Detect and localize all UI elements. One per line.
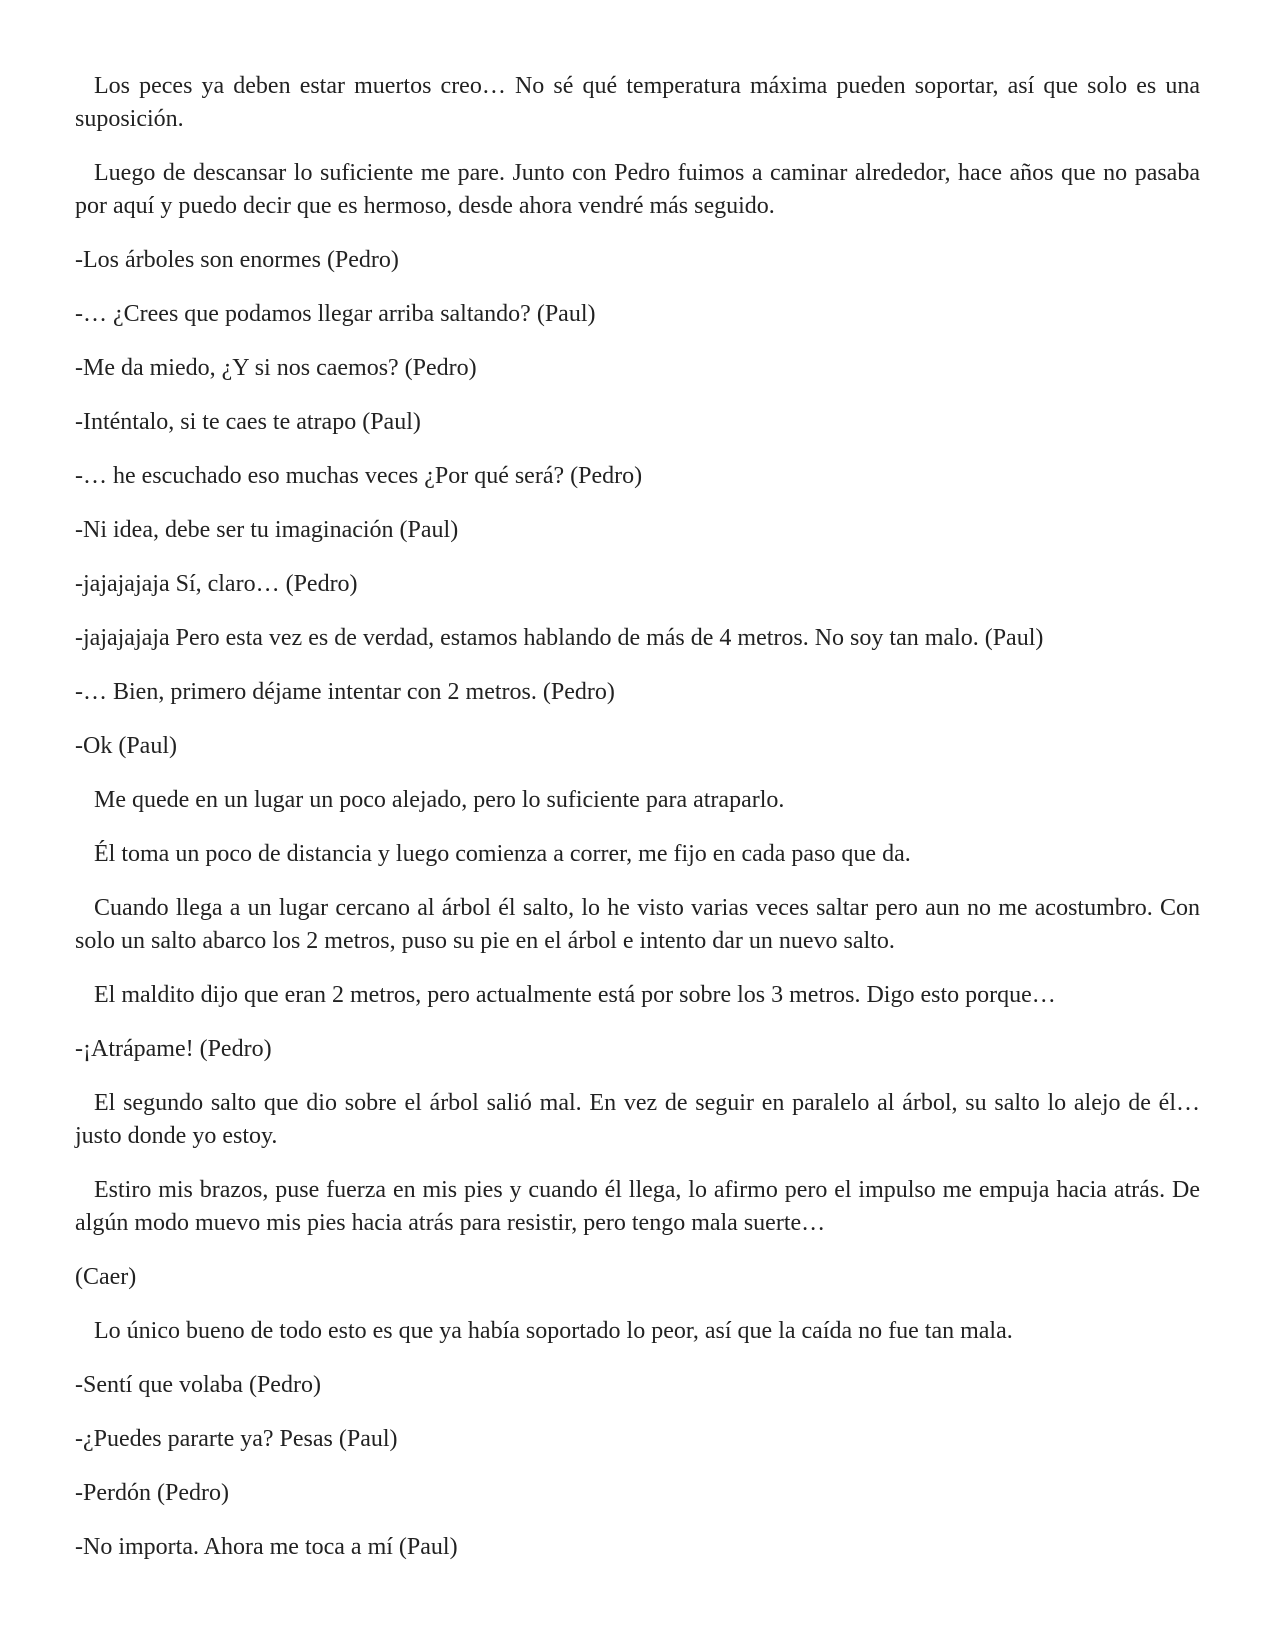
narration-paragraph: Luego de descansar lo suficiente me pare. Junto con Pedro fuimos a caminar alrededor, hace años que no pasaba por aquí y puedo decir que es hermoso, desde ahora vendré más seguido. <box>75 160 1200 219</box>
dialogue-line: -Perdón (Pedro) <box>75 1480 229 1506</box>
narration-paragraph: Me quede en un lugar un poco alejado, pero lo suficiente para atraparlo. <box>94 787 785 813</box>
dialogue-line: -¿Puedes pararte ya? Pesas (Paul) <box>75 1426 398 1452</box>
dialogue-line: -No importa. Ahora me toca a mí (Paul) <box>75 1534 458 1560</box>
narration-paragraph: El segundo salto que dio sobre el árbol salió mal. En vez de seguir en paralelo al árbol, su salto lo alejo de él… justo donde yo estoy. <box>75 1090 1200 1149</box>
narration-paragraph: Cuando llega a un lugar cercano al árbol él salto, lo he visto varias veces saltar pero aun no me acostumbro. Con solo un salto abarco los 2 metros, puso su pie en el árbol e intento dar un nuevo salto. <box>75 895 1200 954</box>
dialogue-line: -jajajajaja Sí, claro… (Pedro) <box>75 571 358 597</box>
dialogue-line: -Ok (Paul) <box>75 733 177 759</box>
dialogue-line: -Ni idea, debe ser tu imaginación (Paul) <box>75 517 459 543</box>
dialogue-line: -jajajajaja Pero esta vez es de verdad, estamos hablando de más de 4 metros. No soy tan malo. (Paul) <box>75 625 1044 651</box>
narration-paragraph: Los peces ya deben estar muertos creo… No sé qué temperatura máxima pueden soportar, así que solo es una suposición. <box>75 73 1200 132</box>
narration-paragraph: Estiro mis brazos, puse fuerza en mis pies y cuando él llega, lo afirmo pero el impulso me empuja hacia atrás. De algún modo muevo mis pies hacia atrás para resistir, pero tengo mala suerte… <box>75 1177 1200 1236</box>
dialogue-line: -Me da miedo, ¿Y si nos caemos? (Pedro) <box>75 355 477 381</box>
dialogue-line: -Los árboles son enormes (Pedro) <box>75 247 399 273</box>
dialogue-line: -¡Atrápame! (Pedro) <box>75 1036 272 1062</box>
narration-paragraph: Lo único bueno de todo esto es que ya había soportado lo peor, así que la caída no fue tan mala. <box>94 1318 1013 1344</box>
narration-paragraph: El maldito dijo que eran 2 metros, pero actualmente está por sobre los 3 metros. Digo esto porque… <box>94 982 1056 1008</box>
dialogue-line: -Sentí que volaba (Pedro) <box>75 1372 321 1398</box>
dialogue-line: -… ¿Crees que podamos llegar arriba saltando? (Paul) <box>75 301 596 327</box>
sound-effect-line: (Caer) <box>75 1264 137 1290</box>
narration-paragraph: Él toma un poco de distancia y luego comienza a correr, me fijo en cada paso que da. <box>94 841 911 867</box>
dialogue-line: -… Bien, primero déjame intentar con 2 metros. (Pedro) <box>75 679 615 705</box>
document-page <box>75 70 1200 1585</box>
dialogue-line: -Inténtalo, si te caes te atrapo (Paul) <box>75 409 421 435</box>
dialogue-line: -… he escuchado eso muchas veces ¿Por qué será? (Pedro) <box>75 463 643 489</box>
